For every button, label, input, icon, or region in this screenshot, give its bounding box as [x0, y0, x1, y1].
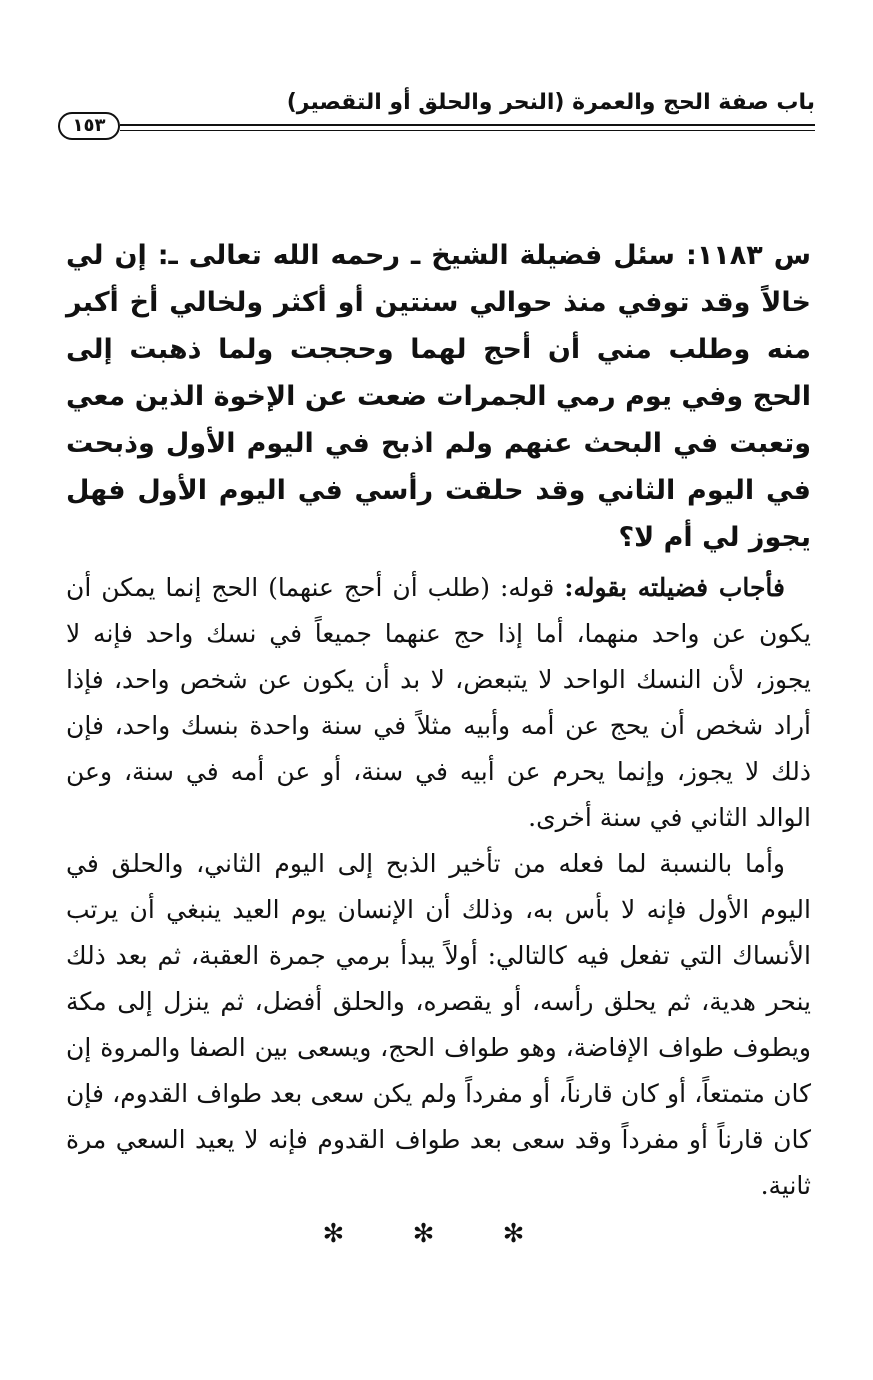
- followup-paragraph: وأما بالنسبة لما فعله من تأخير الذبح إلى اليوم الثاني، والحلق في اليوم الأول فإنه لا بأس به، وذلك أن الإنسان يوم العيد ينبغي أن يرتب الأنساك التي تفعل فيه كالتالي: أولاً يبدأ برمي جمرة العقبة، ثم بعد ذلك ينحر هدية، ثم يحلق رأسه، أو يقصره، والحلق أفضل، ثم ينزل إلى مكة ويطوف طواف الإفاضة، وهو طواف الحج، ويسعى بين الصفا والمروة إن كان متمتعاً، أو كان قارناً، أو مفرداً ولم يكن سعى بعد طواف القدوم، فإن كان قارناً أو مفرداً وقد سعى بعد طواف القدوم فإنه لا يعيد السعي مرة ثانية.: [66, 849, 811, 1200]
- answer-text: قوله: (طلب أن أحج عنهما) الحج إنما يمكن أن يكون عن واحد منهما، أما إذا حج عنهما جميعاً في نسك واحد فإنه لا يجوز، لأن النسك الواحد لا يتبعض، لا بد أن يكون عن شخص واحد، فإذا أراد شخص أن يحج عن أمه وأبيه مثلاً في سنة واحدة بنسك واحد، فإن ذلك لا يجوز، وإنما يحرم عن أبيه في سنة، أو عن أمه في سنة، وعن الوالد الثاني في سنة أخرى.: [66, 573, 811, 832]
- answer-paragraph: [66, 565, 811, 841]
- page-body: [66, 232, 811, 1249]
- page-number: ١٥٣: [58, 112, 120, 140]
- answer-lead: فأجاب فضيلته بقوله:: [564, 573, 785, 602]
- section-separator: ✻ ✻ ✻: [322, 1219, 555, 1249]
- question-paragraph: [66, 232, 811, 561]
- running-header: [58, 88, 815, 144]
- running-title: باب صفة الحج والعمرة (النحر والحلق أو التقصير): [286, 90, 815, 115]
- header-rule-thick: [120, 124, 815, 126]
- question-text: سئل فضيلة الشيخ ـ رحمه الله تعالى ـ: إن لي خالاً وقد توفي منذ حوالي سنتين أو أكثر ولخالي أخ أكبر منه وطلب مني أن أحج لهما وحججت ولما ذهبت إلى الحج وفي يوم رمي الجمرات ضعت عن الإخوة الذين معي وتعبت في البحث عنهم ولم اذبح في اليوم الأول وذبحت في اليوم الثاني وقد حلقت رأسي في اليوم الأول فهل يجوز لي أم لا؟: [66, 240, 811, 553]
- header-rule-thin: [120, 130, 815, 131]
- question-label: س ١١٨٣:: [686, 240, 811, 271]
